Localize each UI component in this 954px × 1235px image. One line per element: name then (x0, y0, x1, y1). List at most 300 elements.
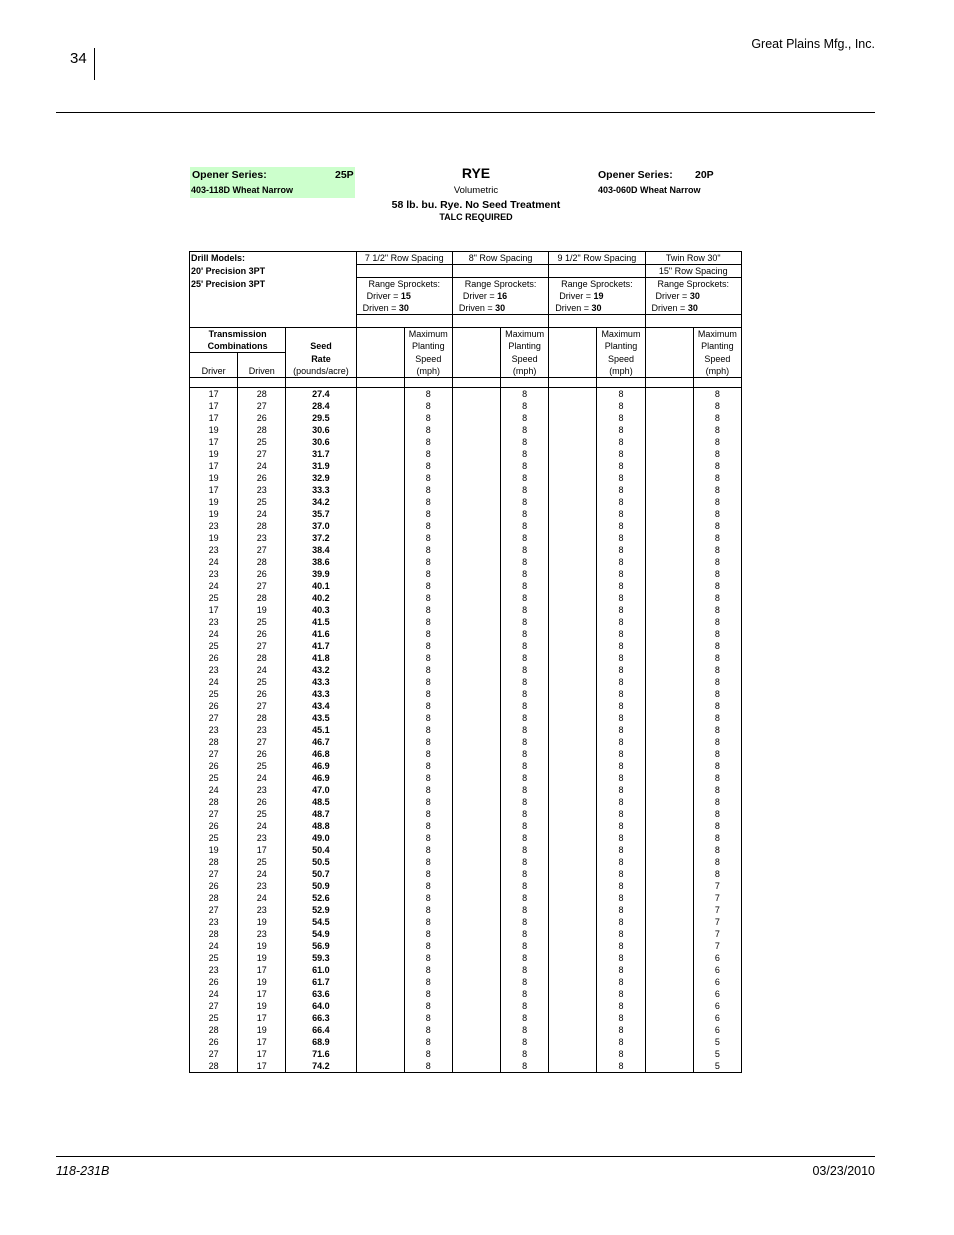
table-row (190, 724, 742, 736)
speed-cell-8in: 8 (501, 1024, 549, 1036)
table-row (190, 868, 742, 880)
speed-cell-twin-row: 8 (693, 448, 741, 460)
speed-cell-7-5in: 8 (404, 808, 452, 820)
speed-cell-twin-row: 6 (693, 976, 741, 988)
driven-cell: 28 (238, 520, 286, 532)
speed-cell-twin-row: 8 (693, 568, 741, 580)
speed-cell-twin-row: 8 (693, 784, 741, 796)
document-number: 118-231B (56, 1164, 110, 1178)
speed-cell-8in: 8 (501, 748, 549, 760)
table-row (190, 580, 742, 592)
driven-cell: 25 (238, 760, 286, 772)
speed-cell-7-5in: 8 (404, 1012, 452, 1024)
seed-rate-cell: 50.5 (286, 856, 356, 868)
driven-cell: 27 (238, 700, 286, 712)
table-row (190, 784, 742, 796)
seed-rate-cell: 37.0 (286, 520, 356, 532)
speed-cell-7-5in: 8 (404, 832, 452, 844)
driver-cell: 28 (190, 1060, 238, 1073)
speed-cell-9-5in: 8 (597, 796, 645, 808)
speed-cell-9-5in: 8 (597, 616, 645, 628)
speed-cell-9-5in: 8 (597, 664, 645, 676)
seed-rate-cell: 43.3 (286, 688, 356, 700)
speed-cell-twin-row: 8 (693, 616, 741, 628)
speed-cell-9-5in: 8 (597, 1060, 645, 1073)
drill-model: 25' Precision 3PT (190, 278, 357, 291)
seed-rate-cell: 27.4 (286, 387, 356, 400)
table-row (190, 1048, 742, 1060)
transmission-header: Combinations (190, 340, 286, 353)
driven-cell: 23 (238, 928, 286, 940)
speed-header: Speed (597, 353, 645, 365)
speed-cell-9-5in: 8 (597, 988, 645, 1000)
table-row (190, 652, 742, 664)
seed-rate-cell: 66.3 (286, 1012, 356, 1024)
speed-cell-8in: 8 (501, 724, 549, 736)
driven-cell: 24 (238, 892, 286, 904)
driver-cell: 24 (190, 988, 238, 1000)
driven-cell: 23 (238, 784, 286, 796)
seed-rate-header: Seed (286, 340, 356, 353)
table-row (190, 700, 742, 712)
speed-cell-9-5in: 8 (597, 688, 645, 700)
seed-rate-cell: 40.3 (286, 604, 356, 616)
table-row (190, 940, 742, 952)
driver-cell: 26 (190, 700, 238, 712)
seed-rate-header: (pounds/acre) (286, 365, 356, 378)
drill-model: 20' Precision 3PT (190, 265, 357, 278)
driven-cell: 24 (238, 772, 286, 784)
speed-cell-twin-row: 8 (693, 652, 741, 664)
speed-cell-7-5in: 8 (404, 604, 452, 616)
driven-cell: 17 (238, 1036, 286, 1048)
speed-header: (mph) (597, 365, 645, 378)
table-row (190, 1012, 742, 1024)
seed-rate-cell: 54.9 (286, 928, 356, 940)
seed-rate-cell: 43.4 (286, 700, 356, 712)
speed-cell-7-5in: 8 (404, 448, 452, 460)
driven-cell: 28 (238, 424, 286, 436)
speed-cell-twin-row: 8 (693, 760, 741, 772)
speed-cell-9-5in: 8 (597, 916, 645, 928)
speed-cell-twin-row: 8 (693, 436, 741, 448)
speed-cell-9-5in: 8 (597, 952, 645, 964)
speed-cell-8in: 8 (501, 616, 549, 628)
table-row (190, 1060, 742, 1073)
speed-cell-7-5in: 8 (404, 784, 452, 796)
seed-rate-cell: 40.1 (286, 580, 356, 592)
driver-cell: 23 (190, 568, 238, 580)
driver-cell: 23 (190, 964, 238, 976)
table-row (190, 688, 742, 700)
speed-cell-twin-row: 8 (693, 544, 741, 556)
driven-cell: 19 (238, 952, 286, 964)
speed-cell-twin-row: 8 (693, 460, 741, 472)
speed-cell-9-5in: 8 (597, 928, 645, 940)
seed-rate-cell: 32.9 (286, 472, 356, 484)
document-date: 03/23/2010 (812, 1164, 875, 1178)
driven-cell: 28 (238, 652, 286, 664)
speed-header: Maximum (501, 328, 549, 341)
table-row (190, 916, 742, 928)
speed-cell-twin-row: 7 (693, 892, 741, 904)
speed-cell-7-5in: 8 (404, 952, 452, 964)
seed-rate-cell: 41.8 (286, 652, 356, 664)
seed-rate-cell: 43.3 (286, 676, 356, 688)
speed-cell-8in: 8 (501, 652, 549, 664)
driven-cell: 26 (238, 472, 286, 484)
driver-cell: 17 (190, 484, 238, 496)
speed-cell-twin-row: 8 (693, 472, 741, 484)
spacing-header-4: Twin Row 30" (645, 252, 741, 265)
sprocket-driven: Driven = 30 (356, 302, 452, 315)
seed-rate-cell: 31.9 (286, 460, 356, 472)
driver-cell: 27 (190, 748, 238, 760)
driven-cell: 28 (238, 387, 286, 400)
speed-cell-7-5in: 8 (404, 412, 452, 424)
speed-cell-twin-row: 8 (693, 400, 741, 412)
speed-cell-9-5in: 8 (597, 412, 645, 424)
seed-rate-cell: 30.6 (286, 436, 356, 448)
sprocket-driver: Driver = 30 (645, 290, 741, 302)
driven-cell: 27 (238, 736, 286, 748)
speed-cell-twin-row: 8 (693, 712, 741, 724)
driven-cell: 28 (238, 592, 286, 604)
speed-cell-twin-row: 7 (693, 916, 741, 928)
speed-cell-8in: 8 (501, 520, 549, 532)
seed-rate-cell: 61.7 (286, 976, 356, 988)
speed-cell-9-5in: 8 (597, 772, 645, 784)
seed-rate-cell: 30.6 (286, 424, 356, 436)
speed-cell-twin-row: 8 (693, 832, 741, 844)
speed-header: (mph) (693, 365, 741, 378)
speed-cell-8in: 8 (501, 700, 549, 712)
table-row (190, 424, 742, 436)
speed-cell-7-5in: 8 (404, 424, 452, 436)
speed-cell-9-5in: 8 (597, 760, 645, 772)
driven-cell: 24 (238, 820, 286, 832)
table-row (190, 796, 742, 808)
speed-cell-8in: 8 (501, 868, 549, 880)
table-row (190, 664, 742, 676)
speed-header: (mph) (404, 365, 452, 378)
seed-rate-cell: 71.6 (286, 1048, 356, 1060)
driver-cell: 27 (190, 904, 238, 916)
header-rule (56, 112, 875, 113)
table-row (190, 892, 742, 904)
speed-cell-8in: 8 (501, 664, 549, 676)
speed-cell-twin-row: 8 (693, 724, 741, 736)
speed-cell-twin-row: 8 (693, 796, 741, 808)
table-row (190, 844, 742, 856)
table-row (190, 496, 742, 508)
speed-cell-twin-row: 8 (693, 508, 741, 520)
speed-cell-8in: 8 (501, 736, 549, 748)
seed-rate-cell: 41.7 (286, 640, 356, 652)
driver-cell: 25 (190, 688, 238, 700)
seed-rate-cell: 66.4 (286, 1024, 356, 1036)
speed-cell-twin-row: 8 (693, 412, 741, 424)
transmission-header: Transmission (190, 328, 286, 341)
speed-cell-twin-row: 8 (693, 640, 741, 652)
footer-rule (56, 1156, 875, 1157)
speed-cell-8in: 8 (501, 387, 549, 400)
opener-right-value: 20P (695, 169, 714, 181)
speed-cell-8in: 8 (501, 496, 549, 508)
seed-rate-cell: 41.6 (286, 628, 356, 640)
table-row (190, 964, 742, 976)
seed-rate-cell: 46.8 (286, 748, 356, 760)
speed-cell-twin-row: 8 (693, 700, 741, 712)
driver-cell: 26 (190, 652, 238, 664)
driver-cell: 25 (190, 952, 238, 964)
driver-cell: 17 (190, 436, 238, 448)
speed-cell-twin-row: 5 (693, 1060, 741, 1073)
speed-cell-twin-row: 8 (693, 808, 741, 820)
driven-cell: 23 (238, 532, 286, 544)
seed-rate-cell: 48.5 (286, 796, 356, 808)
speed-cell-7-5in: 8 (404, 1036, 452, 1048)
table-row (190, 820, 742, 832)
speed-cell-9-5in: 8 (597, 964, 645, 976)
speed-cell-twin-row: 8 (693, 664, 741, 676)
speed-cell-7-5in: 8 (404, 496, 452, 508)
speed-cell-9-5in: 8 (597, 1036, 645, 1048)
speed-cell-9-5in: 8 (597, 940, 645, 952)
speed-cell-8in: 8 (501, 784, 549, 796)
driver-cell: 28 (190, 892, 238, 904)
sprocket-driven: Driven = 30 (549, 302, 645, 315)
speed-cell-9-5in: 8 (597, 892, 645, 904)
seed-rate-cell: 43.2 (286, 664, 356, 676)
seed-rate-cell: 45.1 (286, 724, 356, 736)
speed-cell-7-5in: 8 (404, 1024, 452, 1036)
speed-cell-9-5in: 8 (597, 604, 645, 616)
speed-cell-7-5in: 8 (404, 772, 452, 784)
speed-cell-8in: 8 (501, 676, 549, 688)
speed-cell-8in: 8 (501, 952, 549, 964)
driver-cell: 23 (190, 520, 238, 532)
metering-type: Volumetric (453, 185, 499, 196)
driver-cell: 17 (190, 387, 238, 400)
speed-cell-9-5in: 8 (597, 700, 645, 712)
speed-header: Planting (597, 340, 645, 353)
speed-cell-9-5in: 8 (597, 676, 645, 688)
seed-rate-cell: 38.4 (286, 544, 356, 556)
opener-left-label: Opener Series: (192, 169, 267, 181)
seed-rate-cell: 46.7 (286, 736, 356, 748)
speed-cell-7-5in: 8 (404, 988, 452, 1000)
driven-cell: 17 (238, 844, 286, 856)
speed-cell-9-5in: 8 (597, 448, 645, 460)
seed-rate-cell: 74.2 (286, 1060, 356, 1073)
driven-cell: 27 (238, 640, 286, 652)
driven-cell: 24 (238, 508, 286, 520)
speed-cell-9-5in: 8 (597, 736, 645, 748)
table-row (190, 1036, 742, 1048)
spacing-header-1: 7 1/2" Row Spacing (356, 252, 452, 265)
speed-cell-8in: 8 (501, 760, 549, 772)
speed-cell-8in: 8 (501, 832, 549, 844)
speed-cell-8in: 8 (501, 916, 549, 928)
speed-cell-7-5in: 8 (404, 508, 452, 520)
driver-cell: 17 (190, 460, 238, 472)
speed-cell-9-5in: 8 (597, 724, 645, 736)
speed-cell-7-5in: 8 (404, 736, 452, 748)
driver-cell: 17 (190, 400, 238, 412)
driven-cell: 25 (238, 616, 286, 628)
driver-cell: 26 (190, 1036, 238, 1048)
driven-cell: 23 (238, 832, 286, 844)
driver-cell: 27 (190, 808, 238, 820)
speed-cell-8in: 8 (501, 928, 549, 940)
speed-cell-9-5in: 8 (597, 592, 645, 604)
seed-rate-cell: 33.3 (286, 484, 356, 496)
driver-cell: 19 (190, 496, 238, 508)
speed-cell-7-5in: 8 (404, 928, 452, 940)
seed-rate-cell: 61.0 (286, 964, 356, 976)
seed-rate-cell: 37.2 (286, 532, 356, 544)
seed-rate-cell: 43.5 (286, 712, 356, 724)
speed-cell-twin-row: 7 (693, 928, 741, 940)
speed-cell-9-5in: 8 (597, 556, 645, 568)
driver-cell: 23 (190, 616, 238, 628)
speed-cell-8in: 8 (501, 808, 549, 820)
speed-cell-9-5in: 8 (597, 832, 645, 844)
table-row (190, 988, 742, 1000)
speed-cell-7-5in: 8 (404, 904, 452, 916)
driven-cell: 23 (238, 484, 286, 496)
speed-cell-9-5in: 8 (597, 748, 645, 760)
speed-cell-8in: 8 (501, 688, 549, 700)
speed-cell-9-5in: 8 (597, 580, 645, 592)
speed-cell-twin-row: 7 (693, 940, 741, 952)
driver-cell: 27 (190, 868, 238, 880)
seed-rate-cell: 52.9 (286, 904, 356, 916)
speed-cell-twin-row: 8 (693, 688, 741, 700)
range-sprockets-label: Range Sprockets: (549, 278, 645, 291)
range-sprockets-label: Range Sprockets: (452, 278, 548, 291)
speed-cell-7-5in: 8 (404, 532, 452, 544)
speed-cell-8in: 8 (501, 448, 549, 460)
driver-cell: 23 (190, 724, 238, 736)
seed-rate-cell: 39.9 (286, 568, 356, 580)
seed-rate-cell: 48.7 (286, 808, 356, 820)
speed-cell-8in: 8 (501, 1048, 549, 1060)
driven-cell: 24 (238, 664, 286, 676)
speed-cell-9-5in: 8 (597, 784, 645, 796)
speed-cell-9-5in: 8 (597, 1024, 645, 1036)
seed-rate-cell: 56.9 (286, 940, 356, 952)
speed-cell-7-5in: 8 (404, 964, 452, 976)
table-row (190, 460, 742, 472)
speed-cell-9-5in: 8 (597, 508, 645, 520)
speed-cell-8in: 8 (501, 472, 549, 484)
speed-cell-7-5in: 8 (404, 400, 452, 412)
crop-title: RYE (461, 165, 491, 181)
speed-cell-7-5in: 8 (404, 460, 452, 472)
speed-cell-7-5in: 8 (404, 1000, 452, 1012)
driver-cell: 24 (190, 580, 238, 592)
speed-cell-7-5in: 8 (404, 387, 452, 400)
driver-cell: 24 (190, 784, 238, 796)
table-row (190, 712, 742, 724)
driven-cell: 17 (238, 964, 286, 976)
speed-cell-7-5in: 8 (404, 580, 452, 592)
speed-cell-7-5in: 8 (404, 544, 452, 556)
table-row (190, 928, 742, 940)
speed-cell-8in: 8 (501, 604, 549, 616)
table-row (190, 616, 742, 628)
speed-cell-9-5in: 8 (597, 904, 645, 916)
driver-cell: 19 (190, 844, 238, 856)
table-row (190, 520, 742, 532)
speed-cell-9-5in: 8 (597, 544, 645, 556)
speed-cell-9-5in: 8 (597, 868, 645, 880)
driver-cell: 28 (190, 796, 238, 808)
seed-rate-cell: 35.7 (286, 508, 356, 520)
speed-cell-7-5in: 8 (404, 676, 452, 688)
speed-cell-twin-row: 6 (693, 988, 741, 1000)
speed-cell-twin-row: 6 (693, 1012, 741, 1024)
seed-rate-cell: 47.0 (286, 784, 356, 796)
driver-cell: 23 (190, 544, 238, 556)
driver-cell: 25 (190, 772, 238, 784)
speed-cell-8in: 8 (501, 532, 549, 544)
driver-cell: 26 (190, 880, 238, 892)
speed-cell-7-5in: 8 (404, 688, 452, 700)
speed-cell-7-5in: 8 (404, 484, 452, 496)
speed-cell-twin-row: 8 (693, 556, 741, 568)
driven-cell: 26 (238, 688, 286, 700)
speed-cell-8in: 8 (501, 772, 549, 784)
driven-cell: 25 (238, 856, 286, 868)
speed-cell-8in: 8 (501, 988, 549, 1000)
speed-header: (mph) (501, 365, 549, 378)
speed-cell-8in: 8 (501, 580, 549, 592)
speed-cell-9-5in: 8 (597, 640, 645, 652)
speed-cell-twin-row: 8 (693, 820, 741, 832)
speed-cell-8in: 8 (501, 892, 549, 904)
driver-cell: 28 (190, 1024, 238, 1036)
speed-cell-twin-row: 8 (693, 520, 741, 532)
speed-cell-9-5in: 8 (597, 424, 645, 436)
spacing-header-3: 9 1/2" Row Spacing (549, 252, 645, 265)
driver-cell: 24 (190, 556, 238, 568)
speed-cell-twin-row: 6 (693, 964, 741, 976)
driver-cell: 26 (190, 760, 238, 772)
speed-cell-9-5in: 8 (597, 880, 645, 892)
seed-rate-cell: 29.5 (286, 412, 356, 424)
speed-cell-7-5in: 8 (404, 916, 452, 928)
driver-cell: 24 (190, 940, 238, 952)
driver-cell: 24 (190, 676, 238, 688)
table-row (190, 748, 742, 760)
table-row (190, 592, 742, 604)
page-number-divider (94, 48, 95, 80)
seed-rate-header: Rate (286, 353, 356, 365)
sprocket-driven: Driven = 30 (452, 302, 548, 315)
speed-cell-twin-row: 8 (693, 844, 741, 856)
table-row (190, 568, 742, 580)
driver-cell: 19 (190, 448, 238, 460)
seed-rate-table (189, 251, 742, 1073)
speed-cell-8in: 8 (501, 508, 549, 520)
driver-cell: 23 (190, 664, 238, 676)
driver-cell: 24 (190, 628, 238, 640)
speed-cell-8in: 8 (501, 628, 549, 640)
driver-cell: 25 (190, 592, 238, 604)
